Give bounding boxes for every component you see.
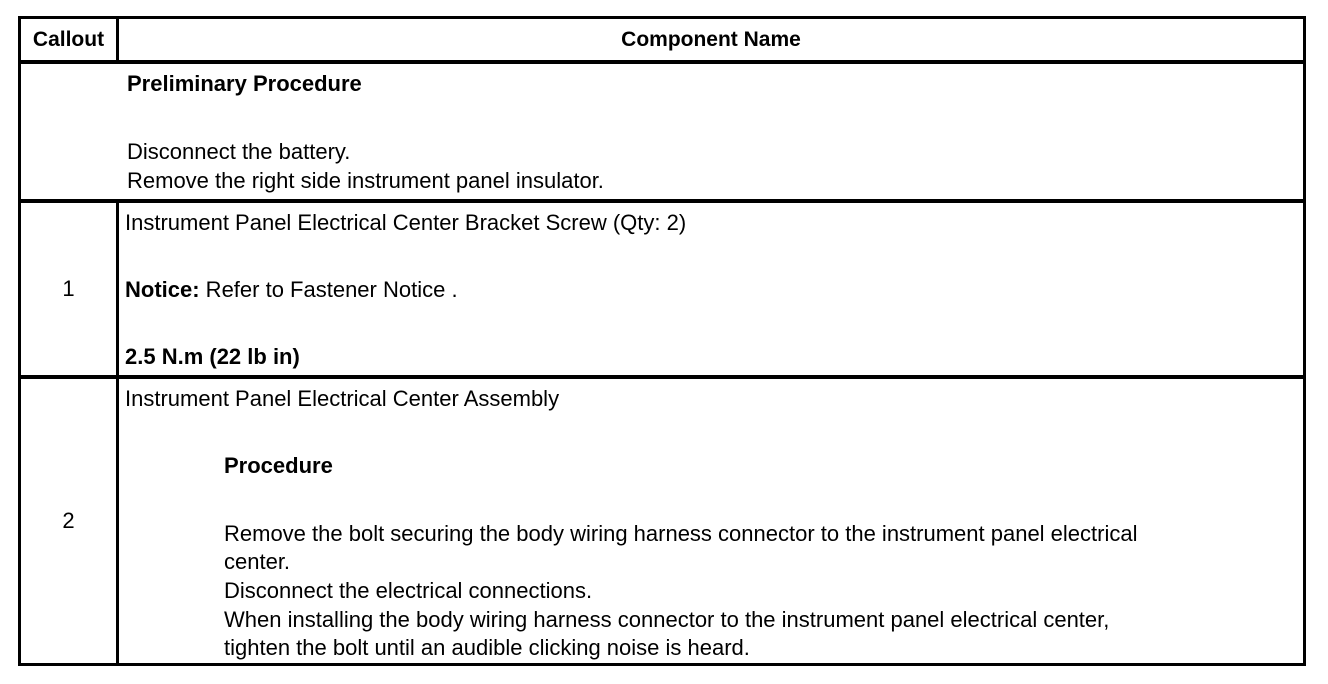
table-row (21, 199, 1303, 375)
header-component-name: Component Name (621, 27, 801, 51)
procedure-line: Remove the bolt securing the body wiring harness connector to the instrument panel electrical (224, 521, 1138, 546)
procedure-line: Disconnect the electrical connections. (224, 578, 593, 603)
procedure-title: Procedure (224, 453, 333, 478)
component-cell (119, 379, 1303, 663)
table-header-row (21, 19, 1303, 60)
header-callout: Callout (32, 27, 105, 51)
preliminary-row (21, 60, 1303, 199)
notice-line (125, 276, 458, 304)
procedure-line: center. (224, 549, 291, 574)
preliminary-step: Remove the right side instrument panel insulator. (127, 168, 604, 193)
notice-label: Notice: (125, 277, 200, 302)
preliminary-step: Disconnect the battery. (127, 139, 351, 164)
callout-number: 2 (62, 508, 75, 533)
procedure-line: When installing the body wiring harness connector to the instrument panel electrical center, (224, 607, 1110, 632)
component-name: Instrument Panel Electrical Center Assembly (125, 386, 560, 411)
component-name: Instrument Panel Electrical Center Bracket Screw (Qty: 2) (125, 210, 687, 235)
torque-spec: 2.5 N.m (22 lb in) (125, 344, 300, 369)
notice-text: Refer to Fastener Notice . (199, 277, 458, 302)
component-cell (119, 203, 1303, 375)
procedure-line: tighten the bolt until an audible clicking noise is heard. (224, 635, 750, 660)
preliminary-cell (21, 64, 1303, 199)
preliminary-title: Preliminary Procedure (127, 71, 362, 96)
callout-number: 1 (62, 276, 75, 301)
table-row (21, 375, 1303, 663)
procedure-table (18, 16, 1306, 666)
